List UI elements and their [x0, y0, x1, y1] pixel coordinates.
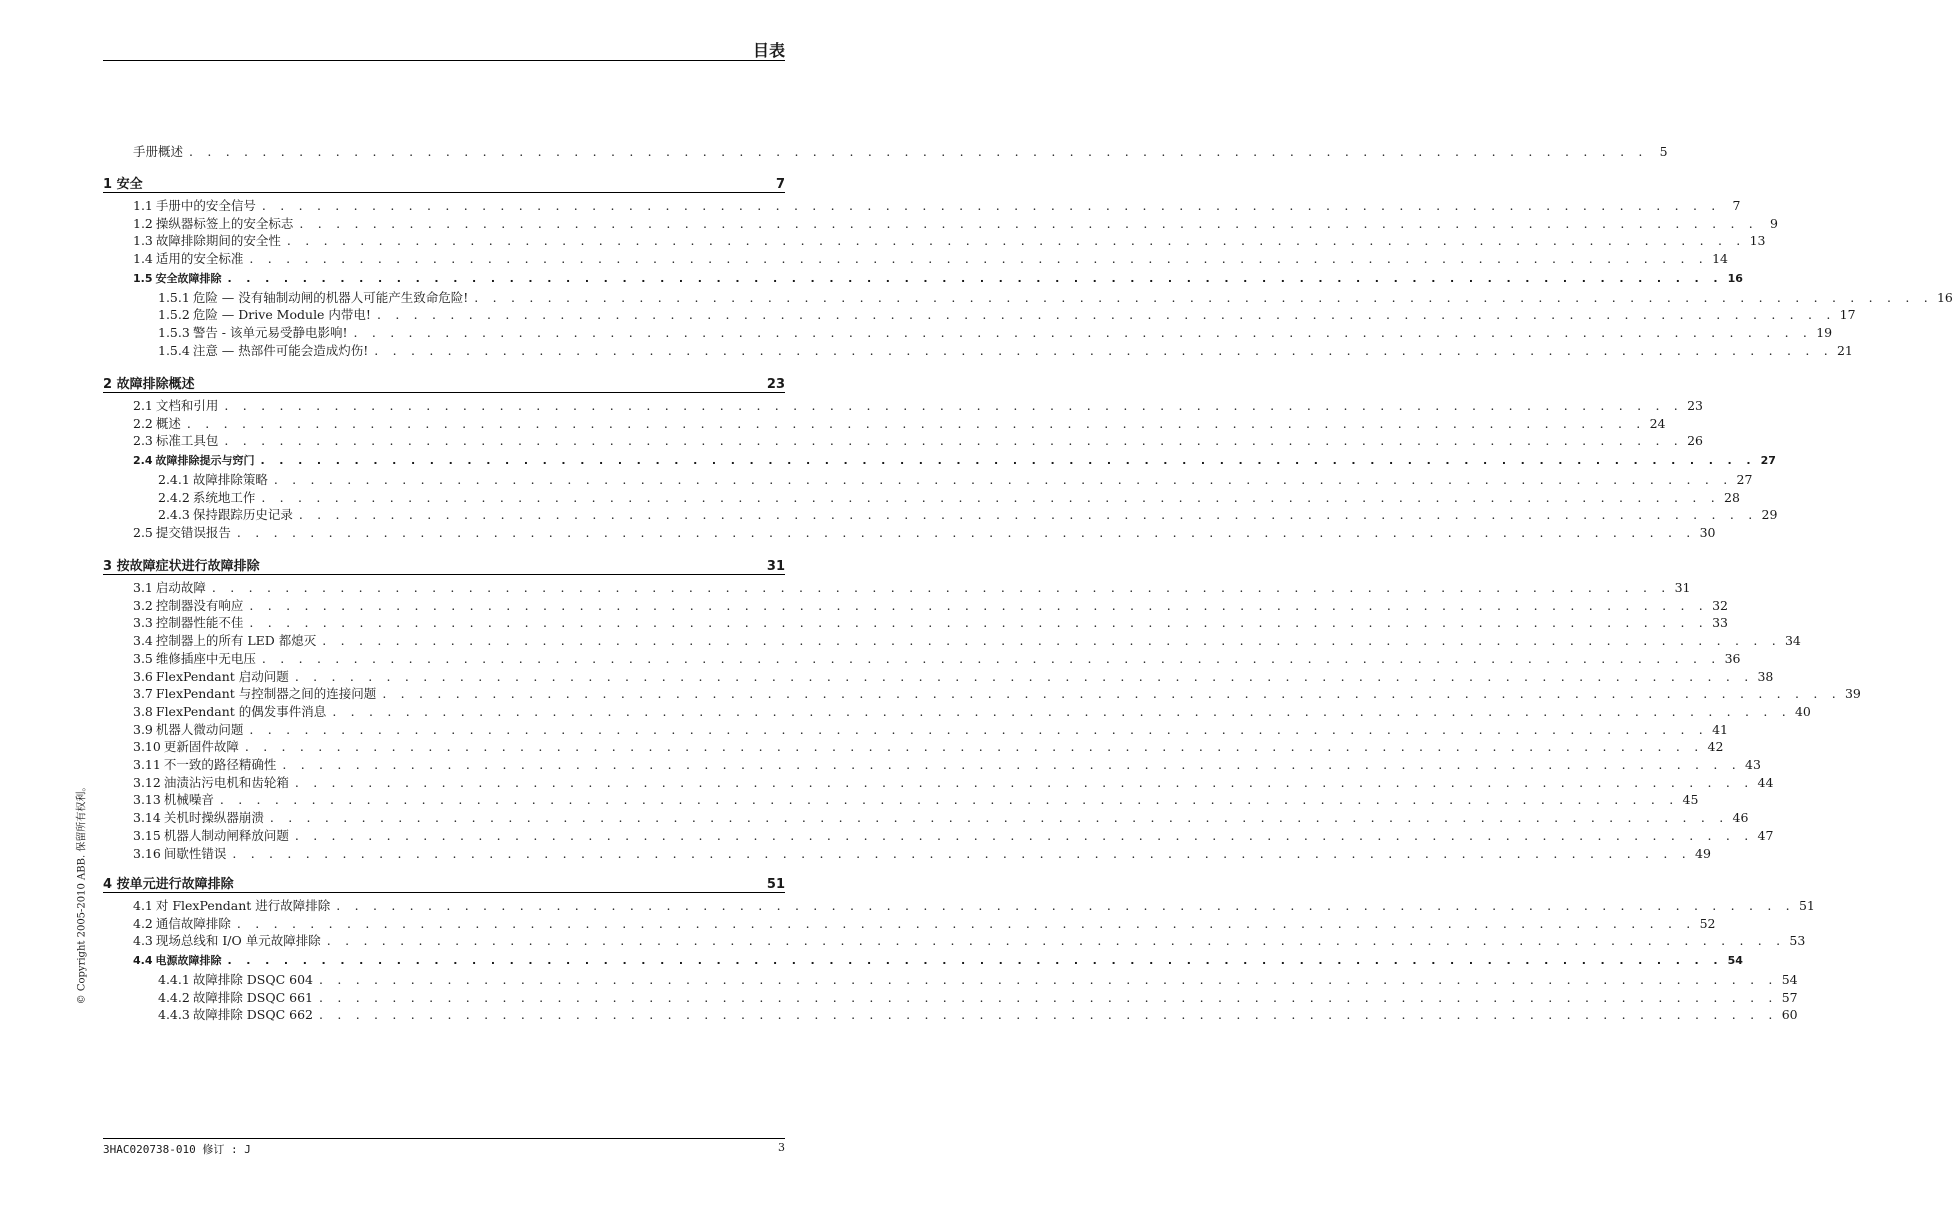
- toc-entry[interactable]: [133, 684, 1861, 702]
- toc-entry-page: 39: [1844, 686, 1861, 702]
- toc-entry-label: 维修插座中无电压: [155, 650, 256, 666]
- dot-leader: . . . . . . . . . . . . . . . . . . . . . . . . . . . . . . . . . . . . . . . . . . . . . . . . . . . . . . . . . . . . . . . . . . . . . . . . . . . . . . . .: [336, 898, 1795, 913]
- toc-entry-label: 故障排除期间的安全性: [155, 233, 281, 249]
- toc-entry-page: 27: [1760, 454, 1776, 468]
- toc-entry[interactable]: [158, 988, 1798, 1006]
- toc-entry-page: 30: [1699, 524, 1716, 540]
- toc-entry-page: 40: [1794, 703, 1811, 719]
- toc-entry-number: 2.4.1: [158, 471, 190, 487]
- toc-entry-page: 49: [1695, 845, 1711, 861]
- toc-entry-number: 3.15: [133, 827, 161, 843]
- toc-entry-page: 7: [1732, 198, 1741, 213]
- toc-entry[interactable]: [158, 323, 1833, 341]
- toc-entry-label: FlexPendant 启动问题: [155, 668, 289, 684]
- toc-entry-number: 2.3: [133, 433, 153, 449]
- toc-entry-label: 危险 — Drive Module 内带电!: [192, 307, 371, 323]
- toc-entry[interactable]: [133, 808, 1749, 826]
- toc-entry-page: 36: [1724, 650, 1741, 666]
- toc-entry-page: 13: [1749, 233, 1766, 249]
- dot-leader: . . . . . . . . . . . . . . . . . . . . . . . . . . . . . . . . . . . . . . . . . . . . . . . . . . . . . . . . . . . . . . . . . . . . . . . . . . . . . . . .: [282, 757, 1741, 772]
- toc-entry-label: 适用的安全标准: [155, 251, 244, 267]
- toc-entry-number: 3.13: [133, 792, 161, 808]
- toc-entry-label: 文档和引用: [155, 398, 219, 413]
- chapter-page: 51: [766, 877, 785, 892]
- toc-entry[interactable]: [133, 196, 1741, 214]
- toc-entry[interactable]: [158, 488, 1740, 506]
- toc-entry[interactable]: [133, 720, 1728, 738]
- toc-entry-page: 52: [1699, 915, 1716, 931]
- toc-entry-page: 5: [1659, 144, 1668, 159]
- dot-leader: . . . . . . . . . . . . . . . . . . . . . . . . . . . . . . . . . . . . . . . . . . . . . . . . . . . . . . . . . . . . . . . . . . . . . . . . . . . . . . . .: [186, 415, 1646, 431]
- toc-entry[interactable]: [158, 341, 1853, 359]
- toc-entry-number: 3.12: [133, 774, 161, 790]
- toc-entry-number: 4.1: [133, 898, 153, 913]
- toc-entry-label: 手册中的安全信号: [155, 198, 256, 213]
- toc-entry-label: 操纵器标签上的安全标志: [155, 215, 294, 231]
- dot-leader: . . . . . . . . . . . . . . . . . . . . . . . . . . . . . . . . . . . . . . . . . . . . . . . . . . . . . . . . . . . . . . . . . . . . . . . . . . . . . . . .: [219, 792, 1679, 808]
- toc-entry-page: 47: [1757, 827, 1774, 843]
- toc-entry-number: 3.3: [133, 615, 153, 631]
- toc-entry-label: 电源故障排除: [155, 954, 222, 968]
- toc-entry-label: 机械噪音: [163, 792, 214, 808]
- toc-entry-label: 系统地工作: [192, 489, 256, 505]
- toc-entry-page: 9: [1770, 215, 1778, 231]
- toc-entry-page: 28: [1724, 489, 1740, 505]
- toc-entry-page: 17: [1839, 307, 1856, 323]
- toc-entry-page: 54: [1727, 954, 1743, 968]
- toc-entry-number: 3.7: [133, 686, 153, 702]
- toc-entry-number: 2.4: [133, 454, 153, 468]
- toc-entry[interactable]: [133, 649, 1741, 667]
- footer-rule: [103, 1138, 785, 1139]
- copyright-notice: © Copyright 2005-2010 ABB. 保留所有权利。: [76, 781, 88, 1005]
- toc-entry[interactable]: [133, 523, 1716, 541]
- toc-entry[interactable]: [133, 790, 1699, 808]
- toc-entry-number: 2.1: [133, 398, 153, 413]
- dot-leader: . . . . . . . . . . . . . . . . . . . . . . . . . . . . . . . . . . . . . . . . . . . . . . . . . . . . . . . . . . . . . . . . . . . . . . . . . . . . . . . .: [227, 954, 1723, 968]
- toc-entry-page: 27: [1736, 471, 1753, 487]
- dot-leader: . . . . . . . . . . . . . . . . . . . . . . . . . . . . . . . . . . . . . . . . . . . . . . . . . . . . . . . . . . . . . . . . . . . . . . . . . . . . . . . .: [269, 810, 1729, 826]
- toc-entry-page: 29: [1761, 507, 1778, 523]
- toc-entry-label: 不一致的路径精确性: [163, 757, 277, 772]
- toc-entry-page: 54: [1781, 971, 1798, 987]
- dot-leader: . . . . . . . . . . . . . . . . . . . . . . . . . . . . . . . . . . . . . . . . . . . . . . . . . . . . . . . . . . . . . . . . . . . . . . . . . . . . . . . .: [319, 971, 1778, 987]
- toc-entry-number: 4.4.2: [158, 989, 190, 1005]
- toc-entry-number: 3.1: [133, 580, 153, 595]
- toc-entry-label: 注意 — 热部件可能会造成灼伤!: [192, 342, 369, 358]
- dot-leader: . . . . . . . . . . . . . . . . . . . . . . . . . . . . . . . . . . . . . . . . . . . . . . . . . . . . . . . . . . . . . . . . . . . . . . . . . . . . . . . .: [244, 739, 1704, 755]
- toc-entry-label: 控制器没有响应: [155, 597, 244, 613]
- toc-entry[interactable]: [133, 667, 1774, 685]
- footer-document-id: 3HAC020738-010 修订 : J: [103, 1143, 251, 1156]
- toc-entry-label: 手册概述: [133, 144, 184, 159]
- toc-entry-label: 油渍沾污电机和齿轮箱: [163, 774, 289, 790]
- toc-entry-number: 3.16: [133, 845, 161, 861]
- toc-entry[interactable]: [133, 231, 1766, 249]
- toc-entry-page: 21: [1836, 342, 1853, 358]
- dot-leader: . . . . . . . . . . . . . . . . . . . . . . . . . . . . . . . . . . . . . . . . . . . . . . . . . . . . . . . . . . . . . . . . . . . . . . . . . . . . . . . .: [249, 721, 1708, 737]
- dot-leader: . . . . . . . . . . . . . . . . . . . . . . . . . . . . . . . . . . . . . . . . . . . . . . . . . . . . . . . . . . . . . . . . . . . . . . . . . . . . . . . .: [236, 915, 1696, 931]
- chapter-heading[interactable]: [103, 873, 785, 892]
- page-header-title: 目表: [752, 41, 785, 60]
- toc-entry-label: 通信故障排除: [155, 915, 231, 931]
- toc-entry-number: 1.5: [133, 271, 153, 285]
- toc-entry[interactable]: [133, 249, 1728, 267]
- toc-entry[interactable]: [158, 505, 1778, 523]
- chapter-heading[interactable]: [103, 173, 785, 192]
- toc-entry[interactable]: [133, 737, 1724, 755]
- toc-entry[interactable]: [133, 613, 1728, 631]
- toc-entry[interactable]: [133, 578, 1691, 596]
- toc-entry-page: 44: [1757, 774, 1774, 790]
- toc-entry-number: 1.1: [133, 198, 153, 213]
- chapter-title: 3 按故障症状进行故障排除: [103, 559, 260, 574]
- toc-entry-number: 2.2: [133, 415, 153, 431]
- toc-entry-number: 1.2: [133, 215, 153, 231]
- toc-entry-label: FlexPendant 的偶发事件消息: [155, 703, 327, 719]
- dot-leader: . . . . . . . . . . . . . . . . . . . . . . . . . . . . . . . . . . . . . . . . . . . . . . . . . . . . . . . . . . . . . . . . . . . . . . . . . . . . . . . .: [294, 774, 1754, 790]
- dot-leader: . . . . . . . . . . . . . . . . . . . . . . . . . . . . . . . . . . . . . . . . . . . . . . . . . . . . . . . . . . . . . . . . . . . . . . . . . . . . . . . .: [294, 668, 1754, 684]
- dot-leader: . . . . . . . . . . . . . . . . . . . . . . . . . . . . . . . . . . . . . . . . . . . . . . . . . . . . . . . . . . . . . . . . . . . . . . . . . . . . . . . .: [299, 215, 1758, 231]
- toc-entry[interactable]: [133, 596, 1728, 614]
- toc-entry-number: 4.4: [133, 954, 153, 968]
- toc-entry-number: 4.3: [133, 933, 153, 949]
- dot-leader: . . . . . . . . . . . . . . . . . . . . . . . . . . . . . . . . . . . . . . . . . . . . . . . . . . . . . . . . . . . . . . . . . . . . . . . . . . . . . . . .: [286, 233, 1746, 249]
- toc-entry-number: 4.4.1: [158, 971, 190, 987]
- dot-leader: . . . . . . . . . . . . . . . . . . . . . . . . . . . . . . . . . . . . . . . . . . . . . . . . . . . . . . . . . . . . . . . . . . . . . . . . . . . . . . . .: [319, 1007, 1778, 1023]
- chapter-title: 2 故障排除概述: [103, 377, 195, 392]
- toc-entry-label: 机器人制动闸释放问题: [163, 827, 289, 843]
- toc-entry-label: 现场总线和 I/O 单元故障排除: [155, 933, 321, 949]
- dot-leader: . . . . . . . . . . . . . . . . . . . . . . . . . . . . . . . . . . . . . . . . . . . . . . . . . . . . . . . . . . . . . . . . . . . . . . . . . . . . . . . .: [353, 324, 1813, 340]
- dot-leader: . . . . . . . . . . . . . . . . . . . . . . . . . . . . . . . . . . . . . . . . . . . . . . . . . . . . . . . . . . . . . . . . . . . . . . . . . . . . . . . .: [332, 703, 1791, 719]
- toc-entry[interactable]: [133, 826, 1774, 844]
- toc-entry-number: 3.2: [133, 597, 153, 613]
- toc-entry[interactable]: [133, 896, 1815, 914]
- dot-leader: . . . . . . . . . . . . . . . . . . . . . . . . . . . . . . . . . . . . . . . . . . . . . . . . . . . . . . . . . . . . . . . . . . . . . . . . . . . . . . . .: [474, 289, 1933, 305]
- toc-entry-label: 控制器性能不佳: [155, 615, 244, 631]
- toc-entry[interactable]: [133, 431, 1703, 449]
- toc-entry-label: 关机时操纵器崩溃: [163, 810, 264, 826]
- toc-entry-label: 标准工具包: [155, 433, 219, 449]
- toc-entry-label: 故障排除 DSQC 604: [192, 971, 314, 987]
- toc-entry-page: 53: [1789, 933, 1806, 949]
- toc-entry[interactable]: [158, 1005, 1798, 1023]
- toc-entry-label: 故障排除策略: [192, 471, 268, 487]
- toc-entry-page: 45: [1682, 792, 1699, 808]
- toc-entry[interactable]: [133, 214, 1778, 232]
- header-rule: [103, 60, 785, 61]
- toc-entry-number: 3.10: [133, 739, 161, 755]
- dot-leader: . . . . . . . . . . . . . . . . . . . . . . . . . . . . . . . . . . . . . . . . . . . . . . . . . . . . . . . . . . . . . . . . . . . . . . . . . . . . . . . .: [319, 989, 1778, 1005]
- dot-leader: . . . . . . . . . . . . . . . . . . . . . . . . . . . . . . . . . . . . . . . . . . . . . . . . . . . . . . . . . . . . . . . . . . . . . . . . . . . . . . . .: [211, 580, 1671, 595]
- chapter-rule: [103, 892, 785, 893]
- chapter-page: 7: [775, 177, 785, 192]
- toc-entry-label: 启动故障: [155, 580, 206, 595]
- toc-entry[interactable]: [158, 970, 1798, 988]
- dot-leader: . . . . . . . . . . . . . . . . . . . . . . . . . . . . . . . . . . . . . . . . . . . . . . . . . . . . . . . . . . . . . . . . . . . . . . . . . . . . . . . .: [376, 307, 1836, 323]
- toc-entry-page: 42: [1707, 739, 1724, 755]
- toc-entry-number: 3.4: [133, 633, 153, 649]
- toc-entry-page: 26: [1687, 433, 1703, 449]
- toc-entry[interactable]: [133, 773, 1774, 791]
- toc-entry[interactable]: [158, 288, 1953, 306]
- dot-leader: . . . . . . . . . . . . . . . . . . . . . . . . . . . . . . . . . . . . . . . . . . . . . . . . . . . . . . . . . . . . . . . . . . . . . . . . . . . . . . . .: [261, 489, 1720, 505]
- toc-entry[interactable]: [133, 755, 1761, 773]
- toc-entry[interactable]: [158, 305, 1856, 323]
- dot-leader: . . . . . . . . . . . . . . . . . . . . . . . . . . . . . . . . . . . . . . . . . . . . . . . . . . . . . . . . . . . . . . . . . . . . . . . . . . . . . . . .: [260, 454, 1756, 468]
- dot-leader: . . . . . . . . . . . . . . . . . . . . . . . . . . . . . . . . . . . . . . . . . . . . . . . . . . . . . . . . . . . . . . . . . . . . . . . . . . . . . . . .: [298, 507, 1758, 523]
- toc-entry[interactable]: [133, 931, 1806, 949]
- toc-entry-label: 故障排除提示与窍门: [155, 454, 255, 468]
- toc-entry-page: 19: [1816, 324, 1833, 340]
- toc-entry-number: 2.5: [133, 524, 153, 540]
- toc-entry-page: 43: [1745, 757, 1761, 772]
- dot-leader: . . . . . . . . . . . . . . . . . . . . . . . . . . . . . . . . . . . . . . . . . . . . . . . . . . . . . . . . . . . . . . . . . . . . . . . . . . . . . . . .: [374, 342, 1833, 358]
- toc-entry-page: 31: [1674, 580, 1691, 595]
- toc-entry-number: 1.5.2: [158, 307, 190, 323]
- dot-leader: . . . . . . . . . . . . . . . . . . . . . . . . . . . . . . . . . . . . . . . . . . . . . . . . . . . . . . . . . . . . . . . . . . . . . . . . . . . . . . . .: [294, 827, 1754, 843]
- toc-entry-page: 46: [1732, 810, 1749, 826]
- chapter-rule: [103, 574, 785, 575]
- toc-entry-label: 保持跟踪历史记录: [192, 507, 293, 523]
- toc-entry[interactable]: [133, 844, 1711, 862]
- dot-leader: . . . . . . . . . . . . . . . . . . . . . . . . . . . . . . . . . . . . . . . . . . . . . . . . . . . . . . . . . . . . . . . . . . . . . . . . . . . . . . . .: [382, 686, 1841, 702]
- toc-entry-number: 1.5.1: [158, 289, 190, 305]
- toc-entry-page: 14: [1712, 251, 1728, 267]
- dot-leader: . . . . . . . . . . . . . . . . . . . . . . . . . . . . . . . . . . . . . . . . . . . . . . . . . . . . . . . . . . . . . . . . . . . . . . . . . . . . . . . .: [261, 198, 1721, 213]
- footer-page-number: 3: [778, 1141, 785, 1154]
- toc-entry-number: 3.14: [133, 810, 161, 826]
- toc-entry-label: 机器人微动问题: [155, 721, 244, 737]
- toc-entry-number: 3.11: [133, 757, 161, 772]
- toc-entry-label: 更新固件故障: [163, 739, 239, 755]
- toc-entry-number: 1.4: [133, 251, 153, 267]
- dot-leader: . . . . . . . . . . . . . . . . . . . . . . . . . . . . . . . . . . . . . . . . . . . . . . . . . . . . . . . . . . . . . . . . . . . . . . . . . . . . . . . .: [249, 251, 1708, 267]
- toc-entry[interactable]: [133, 452, 1776, 468]
- toc-entry-label: 概述: [155, 415, 181, 431]
- toc-entry-label: 警告 - 该单元易受静电影响!: [192, 324, 348, 340]
- chapter-heading[interactable]: [103, 373, 785, 392]
- toc-entry-number: 4.4.3: [158, 1007, 190, 1023]
- chapter-title: 4 按单元进行故障排除: [103, 877, 234, 892]
- dot-leader: . . . . . . . . . . . . . . . . . . . . . . . . . . . . . . . . . . . . . . . . . . . . . . . . . . . . . . . . . . . . . . . . . . . . . . . . . . . . . . . .: [224, 398, 1683, 413]
- toc-entry-page: 16: [1727, 271, 1743, 285]
- dot-leader: . . . . . . . . . . . . . . . . . . . . . . . . . . . . . . . . . . . . . . . . . . . . . . . . . . . . . . . . . . . . . . . . . . . . . . . . . . . . . . . .: [236, 524, 1696, 540]
- toc-entry[interactable]: [133, 914, 1716, 932]
- dot-leader: . . . . . . . . . . . . . . . . . . . . . . . . . . . . . . . . . . . . . . . . . . . . . . . . . . . . . . . . . . . . . . . . . . . . . . . . . . . . . . . .: [224, 433, 1683, 449]
- toc-entry[interactable]: [133, 396, 1703, 414]
- chapter-title: 1 安全: [103, 177, 143, 192]
- toc-entry-page: 24: [1649, 415, 1666, 431]
- dot-leader: . . . . . . . . . . . . . . . . . . . . . . . . . . . . . . . . . . . . . . . . . . . . . . . . . . . . . . . . . . . . . . . . . . . . . . . . . . . . . . . .: [232, 845, 1691, 861]
- toc-entry[interactable]: [158, 470, 1753, 488]
- toc-entry[interactable]: [133, 414, 1666, 432]
- toc-entry-label: 对 FlexPendant 进行故障排除: [155, 898, 331, 913]
- dot-leader: . . . . . . . . . . . . . . . . . . . . . . . . . . . . . . . . . . . . . . . . . . . . . . . . . . . . . . . . . . . . . . . . . . . . . . . . . . . . . . . .: [261, 650, 1721, 666]
- toc-entry[interactable]: [133, 270, 1743, 286]
- dot-leader: . . . . . . . . . . . . . . . . . . . . . . . . . . . . . . . . . . . . . . . . . . . . . . . . . . . . . . . . . . . . . . . . . . . . . . . . . . . . . . . .: [249, 597, 1708, 613]
- toc-entry-page: 34: [1784, 633, 1801, 649]
- toc-entry-page: 33: [1712, 615, 1728, 631]
- dot-leader: . . . . . . . . . . . . . . . . . . . . . . . . . . . . . . . . . . . . . . . . . . . . . . . . . . . . . . . . . . . . . . . . . . . . . . . . . . . . . . . .: [273, 471, 1733, 487]
- dot-leader: . . . . . . . . . . . . . . . . . . . . . . . . . . . . . . . . . . . . . . . . . . . . . . . . . . . . . . . . . . . . . . . . . . . . . . . . . . . . . . . .: [322, 633, 1781, 649]
- dot-leader: . . . . . . . . . . . . . . . . . . . . . . . . . . . . . . . . . . . . . . . . . . . . . . . . . . . . . . . . . . . . . . . . . . . . . . . . . . . . . . . .: [227, 271, 1723, 285]
- toc-entry-number: 1.5.4: [158, 342, 190, 358]
- toc-entry-number: 3.8: [133, 703, 153, 719]
- toc-entry-label: 安全故障排除: [155, 271, 222, 285]
- toc-entry-number: 1.5.3: [158, 324, 190, 340]
- toc-entry-number: 3.6: [133, 668, 153, 684]
- dot-leader: . . . . . . . . . . . . . . . . . . . . . . . . . . . . . . . . . . . . . . . . . . . . . . . . . . . . . . . . . . . . . . . . . . . . . . . . . . . . . . . .: [326, 933, 1786, 949]
- toc-entry[interactable]: [133, 631, 1801, 649]
- toc-entry-page: 23: [1687, 398, 1703, 413]
- toc-entry-page: 16: [1936, 289, 1953, 305]
- toc-entry-number: 4.2: [133, 915, 153, 931]
- toc-entry-page: 51: [1798, 898, 1815, 913]
- chapter-rule: [103, 392, 785, 393]
- toc-entry-number: 3.5: [133, 650, 153, 666]
- chapter-rule: [103, 192, 785, 193]
- toc-entry-page: 60: [1781, 1007, 1798, 1023]
- toc-entry-number: 1.3: [133, 233, 153, 249]
- toc-entry-label: 故障排除 DSQC 661: [192, 989, 314, 1005]
- toc-entry[interactable]: [133, 952, 1743, 968]
- toc-entry-label: 间歇性错误: [163, 845, 227, 861]
- chapter-page: 23: [766, 377, 785, 392]
- toc-entry-number: 2.4.2: [158, 489, 190, 505]
- toc-entry-label: FlexPendant 与控制器之间的连接问题: [155, 686, 377, 702]
- dot-leader: . . . . . . . . . . . . . . . . . . . . . . . . . . . . . . . . . . . . . . . . . . . . . . . . . . . . . . . . . . . . . . . . . . . . . . . . . . . . . . . .: [189, 144, 1648, 159]
- toc-entry-page: 38: [1757, 668, 1774, 684]
- toc-entry-label: 危险 — 没有轴制动闸的机器人可能产生致命危险!: [192, 289, 469, 305]
- toc-entry-number: 2.4.3: [158, 507, 190, 523]
- toc-entry-label: 提交错误报告: [155, 524, 231, 540]
- toc-entry[interactable]: [133, 702, 1811, 720]
- dot-leader: . . . . . . . . . . . . . . . . . . . . . . . . . . . . . . . . . . . . . . . . . . . . . . . . . . . . . . . . . . . . . . . . . . . . . . . . . . . . . . . .: [249, 615, 1708, 631]
- toc-entry-page: 57: [1781, 989, 1798, 1005]
- chapter-heading[interactable]: [103, 555, 785, 574]
- toc-entry-label: 控制器上的所有 LED 都熄灭: [155, 633, 317, 649]
- toc-entry-page: 32: [1712, 597, 1728, 613]
- chapter-page: 31: [766, 559, 785, 574]
- toc-entry-number: 3.9: [133, 721, 153, 737]
- toc-entry-label: 故障排除 DSQC 662: [192, 1007, 314, 1023]
- toc-entry-page: 41: [1712, 721, 1728, 737]
- toc-entry[interactable]: [133, 142, 1668, 160]
